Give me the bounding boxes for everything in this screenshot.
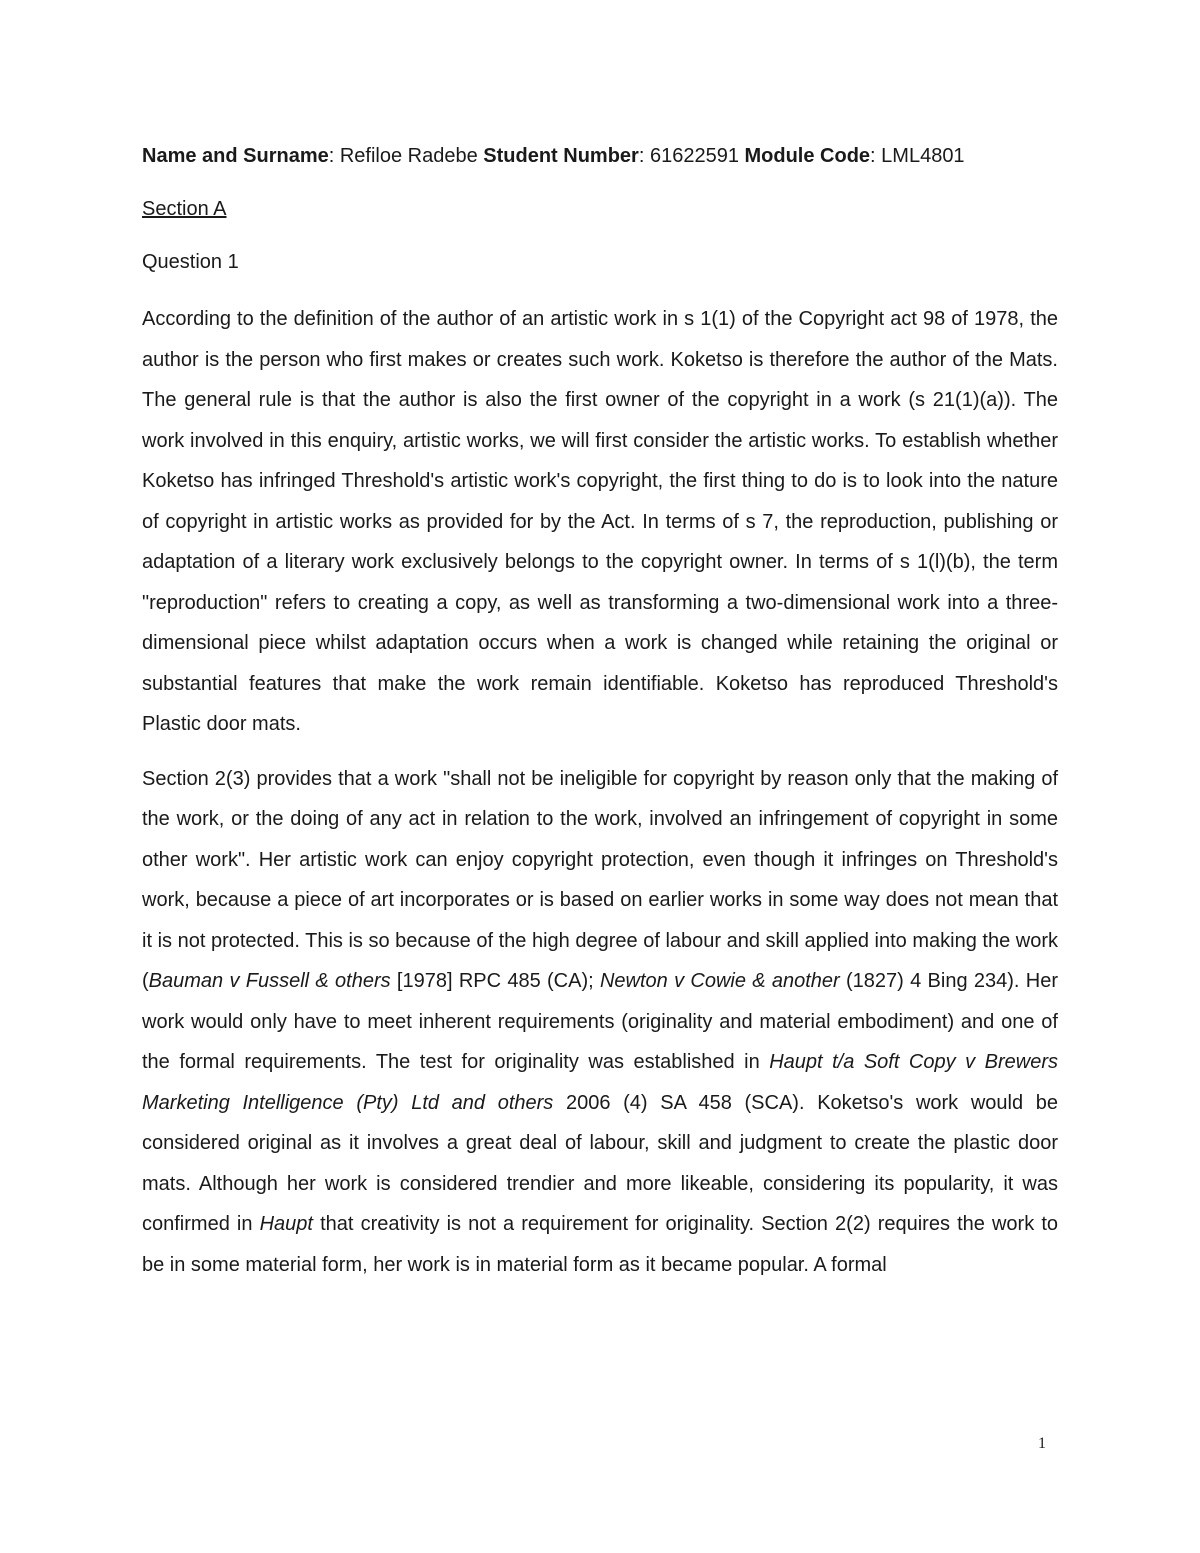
- name-label: Name and Surname: [142, 145, 329, 167]
- case-citation-haupt: Haupt t/a Soft Copy v Brewers Marketing Intelligence (Pty) Ltd and others: [142, 1051, 1058, 1114]
- paragraph-2-text-4: 2006 (4) SA 458 (SCA). Koketso's work would be considered original as it involves a great deal of labour, skill and judgment to create the plastic door mats. Although her work is considered trendier and more likeable, considering its popularity, it was confirmed in: [142, 1091, 1058, 1235]
- paragraph-2: [142, 759, 1058, 1286]
- student-number-label: Student Number: [483, 145, 639, 167]
- module-code-label: Module Code: [744, 145, 871, 167]
- paragraph-1: According to the definition of the author of an artistic work in s 1(1) of the Copyright act 98 of 1978, the author is the person who first makes or creates such work. Koketso is therefore the author of the Mats. The general rule is that the author is also the first owner of the copyright in a work (s 21(1)(a)). The work involved in this enquiry, artistic works, we will first consider the artistic works. To establish whether Koketso has infringed Threshold's artistic work's copyright, the first thing to do is to look into the nature of copyright in artistic works as provided for by the Act. In terms of s 7, the reproduction, publishing or adaptation of a literary work exclusively belongs to the copyright owner. In terms of s 1(l)(b), the term "reproduction" refers to creating a copy, as well as transforming a two-dimensional work into a three-dimensional piece whilst adaptation occurs when a work is changed while retaining the original or substantial features that make the work remain identifiable. Koketso has reproduced Threshold's Plastic door mats.: [142, 308, 1058, 735]
- paragraph-2-text-2: [1978] RPC 485 (CA);: [390, 970, 600, 992]
- paragraph-2-text-1: Section 2(3) provides that a work "shall not be ineligible for copyright by reason only that the making of the work, or the doing of any act in relation to the work, involved an infringement of copyright in some other work". Her artistic work can enjoy copyright protection, even though it infringes on Threshold's work, because a piece of art incorporates or is based on earlier works in some way does not mean that it is not protected. This is so because of the high degree of labour and skill applied into making the work (: [142, 767, 1058, 992]
- paragraph-2-text-5: that creativity is not a requirement for originality. Section 2(2) requires the work to be in some material form, her work is in material form as it became popular. A formal: [142, 1213, 1059, 1276]
- page-number: 1: [1038, 1435, 1046, 1452]
- section-title: Section A: [142, 198, 227, 220]
- question-title: Question 1: [142, 251, 239, 273]
- paragraph-2-text-3: (1827) 4 Bing 234). Her work would only have to meet inherent requirements (originality and material embodiment) and one of the formal requirements. The test for originality was established in: [142, 970, 1058, 1073]
- student-details-line: [142, 140, 1058, 172]
- case-citation-newton: Newton v Cowie & another: [599, 970, 840, 992]
- case-citation-haupt-short: Haupt: [259, 1213, 313, 1235]
- document-body: [142, 140, 1058, 1285]
- student-number-value: : 61622591: [638, 145, 745, 167]
- module-code-value: : LML4801: [870, 145, 965, 167]
- case-citation-bauman: Bauman v Fussell & others: [148, 970, 391, 992]
- name-value: : Refiloe Radebe: [328, 145, 484, 167]
